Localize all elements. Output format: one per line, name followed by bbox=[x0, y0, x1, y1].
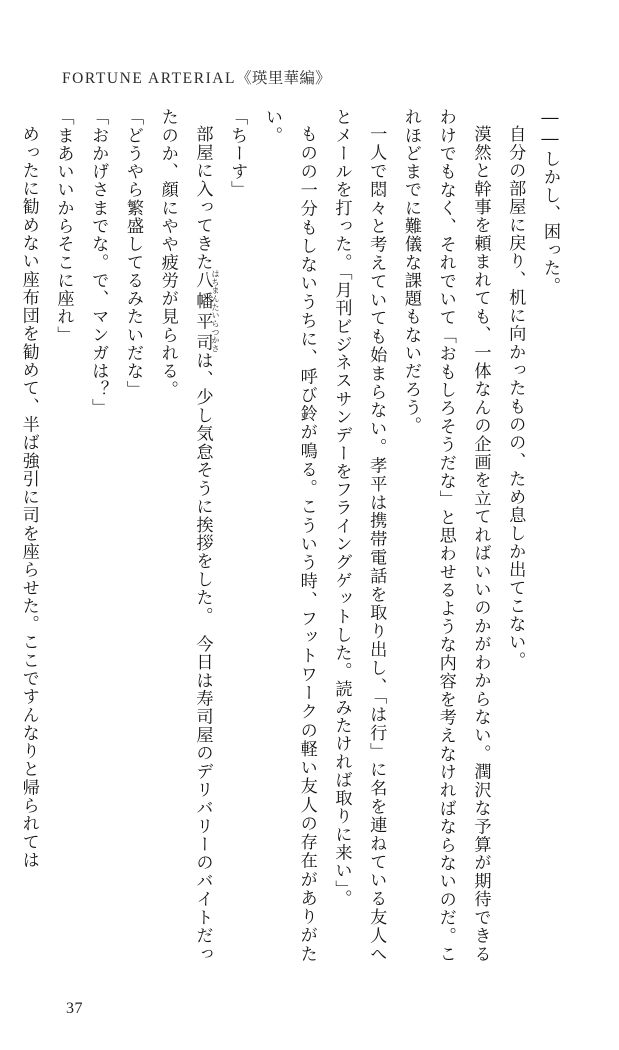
paragraph-6-dialogue: 「ちーす」 bbox=[227, 108, 248, 199]
paragraph-5: ものの一分もしないうちに、呼び鈴が鳴る。こういう時、フットワークの軽い友人の存在がありがたい。 bbox=[262, 108, 317, 963]
volume-subtitle: 《瑛里華編》 bbox=[236, 69, 331, 87]
paragraph-8-dialogue: 「どうやら繁盛してるみたいだな」 bbox=[123, 108, 143, 399]
ruby-name: 八幡平司はちまんたいらつかさ bbox=[192, 269, 220, 353]
paragraph-9-dialogue: 「おかげさまでな。で、マンガは？」 bbox=[88, 108, 109, 417]
page-body-text bbox=[18, 108, 567, 963]
page-number: 37 bbox=[66, 1000, 83, 1017]
paragraph-3: 漠然と幹事を頼まれても、一体なんの企画を立てればいいのかがわからない。潤沢な予算が期待できるわけでもなく、それでいて「おもしろそうだな」と思わせるような内容を考えなければならないのだ。これほどまでに難儀な課題もないだろう。 bbox=[401, 108, 491, 963]
paragraph-10-dialogue: 「まあいいからそこに座れ」 bbox=[53, 108, 74, 344]
ruby-reading: はちまんたいらつかさ bbox=[211, 269, 220, 353]
running-header bbox=[62, 66, 331, 88]
paragraph-1: ――しかし、困った。 bbox=[540, 108, 560, 296]
paragraph-4: 一人で悶々と考えていても始まらない。孝平は携帯電話を取り出し、「は行」に名を連ねている友人へとメールを打った。「月刊ビジネスサンデーをフライングゲットした。読みたければ取りに来い」。 bbox=[331, 108, 387, 963]
paragraph-11: めったに勧めない座布団を勧めて、半ば強引に司を座らせた。ここですんなりと帰られては bbox=[18, 125, 39, 870]
paragraph-7: 部屋に入ってきた八幡平司はちまんたいらつかさは、少し気怠そうに挨拶をした。 今日は寿司屋のデリバリーのバイトだったのか、顔にやや疲労が見られる。 bbox=[157, 108, 220, 963]
series-title: FORTUNE ARTERIAL bbox=[62, 70, 237, 87]
paragraph-2: 自分の部屋に戻り、机に向かったものの、ため息しか出てこない。 bbox=[505, 125, 526, 670]
